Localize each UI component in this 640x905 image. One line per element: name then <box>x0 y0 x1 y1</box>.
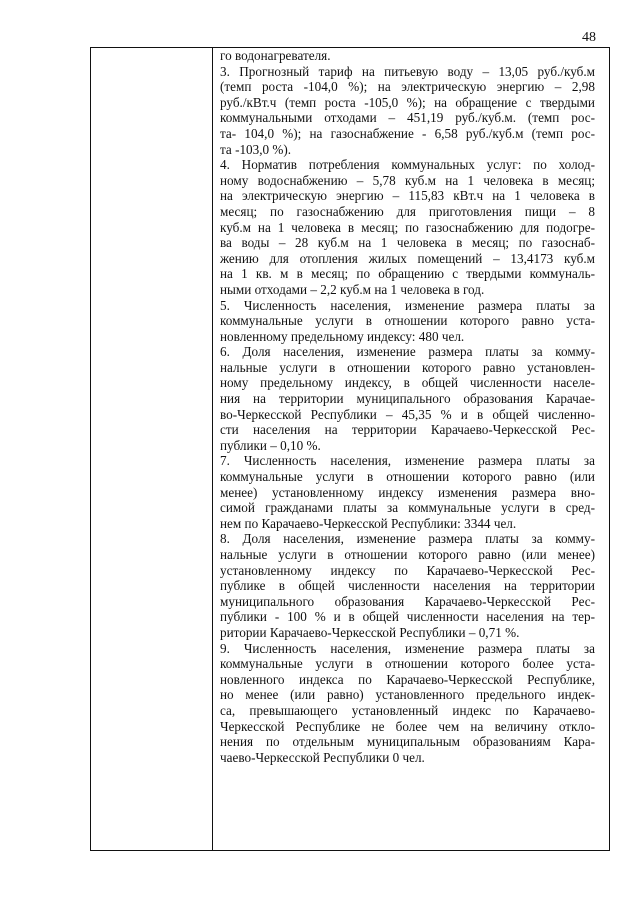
text-line: (темп роста -104,0 %); на электрическую энергию – 2,98 <box>220 79 595 95</box>
paragraph <box>220 157 595 297</box>
table-right-cell <box>220 48 595 765</box>
text-line: ритории Карачаево-Черкесской Республики – 0,71 %. <box>220 624 520 640</box>
text-line: сти населения на территории Карачаево-Черкесской Рес- <box>220 422 595 438</box>
text-line: руб./кВт.ч (темп роста -105,0 %); на обращение с твердыми <box>220 94 595 110</box>
text-line: коммунальные услуги в отношении которого более уста- <box>220 656 595 672</box>
paragraph <box>220 48 595 64</box>
text-line: установленному индексу по Карачаево-Черкесской Рес- <box>220 562 595 578</box>
page-number: 48 <box>582 30 596 45</box>
column-divider <box>212 48 213 850</box>
text-line: 4. Норматив потребления коммунальных услуг: по холод- <box>220 157 595 173</box>
text-line: публике в общей численности населения на территории <box>220 578 595 594</box>
text-line: Черкесской Республике не более чем на величину откло- <box>220 718 595 734</box>
text-line: 9. Численность населения, изменение размера платы за <box>220 640 595 656</box>
text-line: во-Черкесской Республики – 45,35 % и в общей численно- <box>220 406 595 422</box>
text-line: нения по отдельным муниципальным образованиям Кара- <box>220 734 595 750</box>
text-line: на 1 кв. м в месяц; по обращению с твердыми коммуналь- <box>220 266 595 282</box>
text-line: ва воды – 28 куб.м на 1 человека в месяц; по газоснаб- <box>220 235 595 251</box>
paragraph <box>220 641 595 766</box>
text-line: ными отходами – 2,2 куб.м на 1 человека в год. <box>220 281 485 297</box>
text-line: новленному предельному индексу: 480 чел. <box>220 328 465 344</box>
text-line: коммунальными отходами – 451,19 руб./куб.м. (темп рос- <box>220 110 595 126</box>
text-line: 7. Численность населения, изменение размера платы за <box>220 453 595 469</box>
paragraph <box>220 453 595 531</box>
text-line: нем по Карачаево-Черкесской Республики: 3344 чел. <box>220 515 517 531</box>
text-line: жению для отопления жилых помещений – 13,4173 куб.м <box>220 250 595 266</box>
text-line: 5. Численность населения, изменение размера платы за <box>220 297 595 313</box>
text-line: менее) установленному индексу изменения размера вно- <box>220 484 595 500</box>
text-line: ному предельному индексу, в общей численности населе- <box>220 375 595 391</box>
document-table <box>90 47 610 851</box>
table-left-cell <box>91 48 212 850</box>
text-line: коммунальные услуги в отношении которого равно (или <box>220 469 595 485</box>
paragraph <box>220 531 595 640</box>
text-line: но менее (или равно) установленного предельного индек- <box>220 687 595 703</box>
text-line: го водонагревателя. <box>220 48 331 63</box>
text-line: на электрическую энергию – 115,83 кВт.ч на 1 человека в <box>220 188 595 204</box>
text-line: месяц; по газоснабжению для приготовления пищи – 8 <box>220 203 595 219</box>
paragraph <box>220 298 595 345</box>
text-line: куб.м на 1 человека в месяц; по газоснабжению для подогре- <box>220 219 595 235</box>
text-line: са, превышающего установленный индекс по Карачаево- <box>220 702 595 718</box>
paragraph <box>220 344 595 453</box>
paragraph <box>220 64 595 158</box>
text-line: новленного индекса по Карачаево-Черкесской Республике, <box>220 671 595 687</box>
text-line: коммунальные услуги в отношении которого равно уста- <box>220 313 595 329</box>
text-line: ния на территории муниципального образования Карачае- <box>220 391 595 407</box>
text-line: та -103,0 %). <box>220 141 292 157</box>
text-line: нальные услуги в отношении которого равно (или менее) <box>220 547 595 562</box>
text-line: чаево-Черкесской Республики 0 чел. <box>220 749 425 765</box>
text-line: 6. Доля населения, изменение размера платы за комму- <box>220 344 595 360</box>
text-line: 8. Доля населения, изменение размера платы за комму- <box>220 531 595 547</box>
text-line: публики – 0,10 %. <box>220 437 321 453</box>
text-line: та- 104,0 %); на газоснабжение - 6,58 руб./куб.м (темп рос- <box>220 125 595 141</box>
text-line: нальные услуги в отношении которого равно установлен- <box>220 359 595 375</box>
text-line: 3. Прогнозный тариф на питьевую воду – 13,05 руб./куб.м <box>220 63 595 79</box>
text-line: муниципального образования Карачаево-Черкесской Рес- <box>220 593 595 609</box>
text-line: симой гражданами платы за коммунальные услуги в сред- <box>220 500 595 516</box>
text-line: ному водоснабжению – 5,78 куб.м на 1 человека в месяц; <box>220 172 595 188</box>
text-line: публики - 100 % и в общей численности населения на тер- <box>220 609 595 625</box>
